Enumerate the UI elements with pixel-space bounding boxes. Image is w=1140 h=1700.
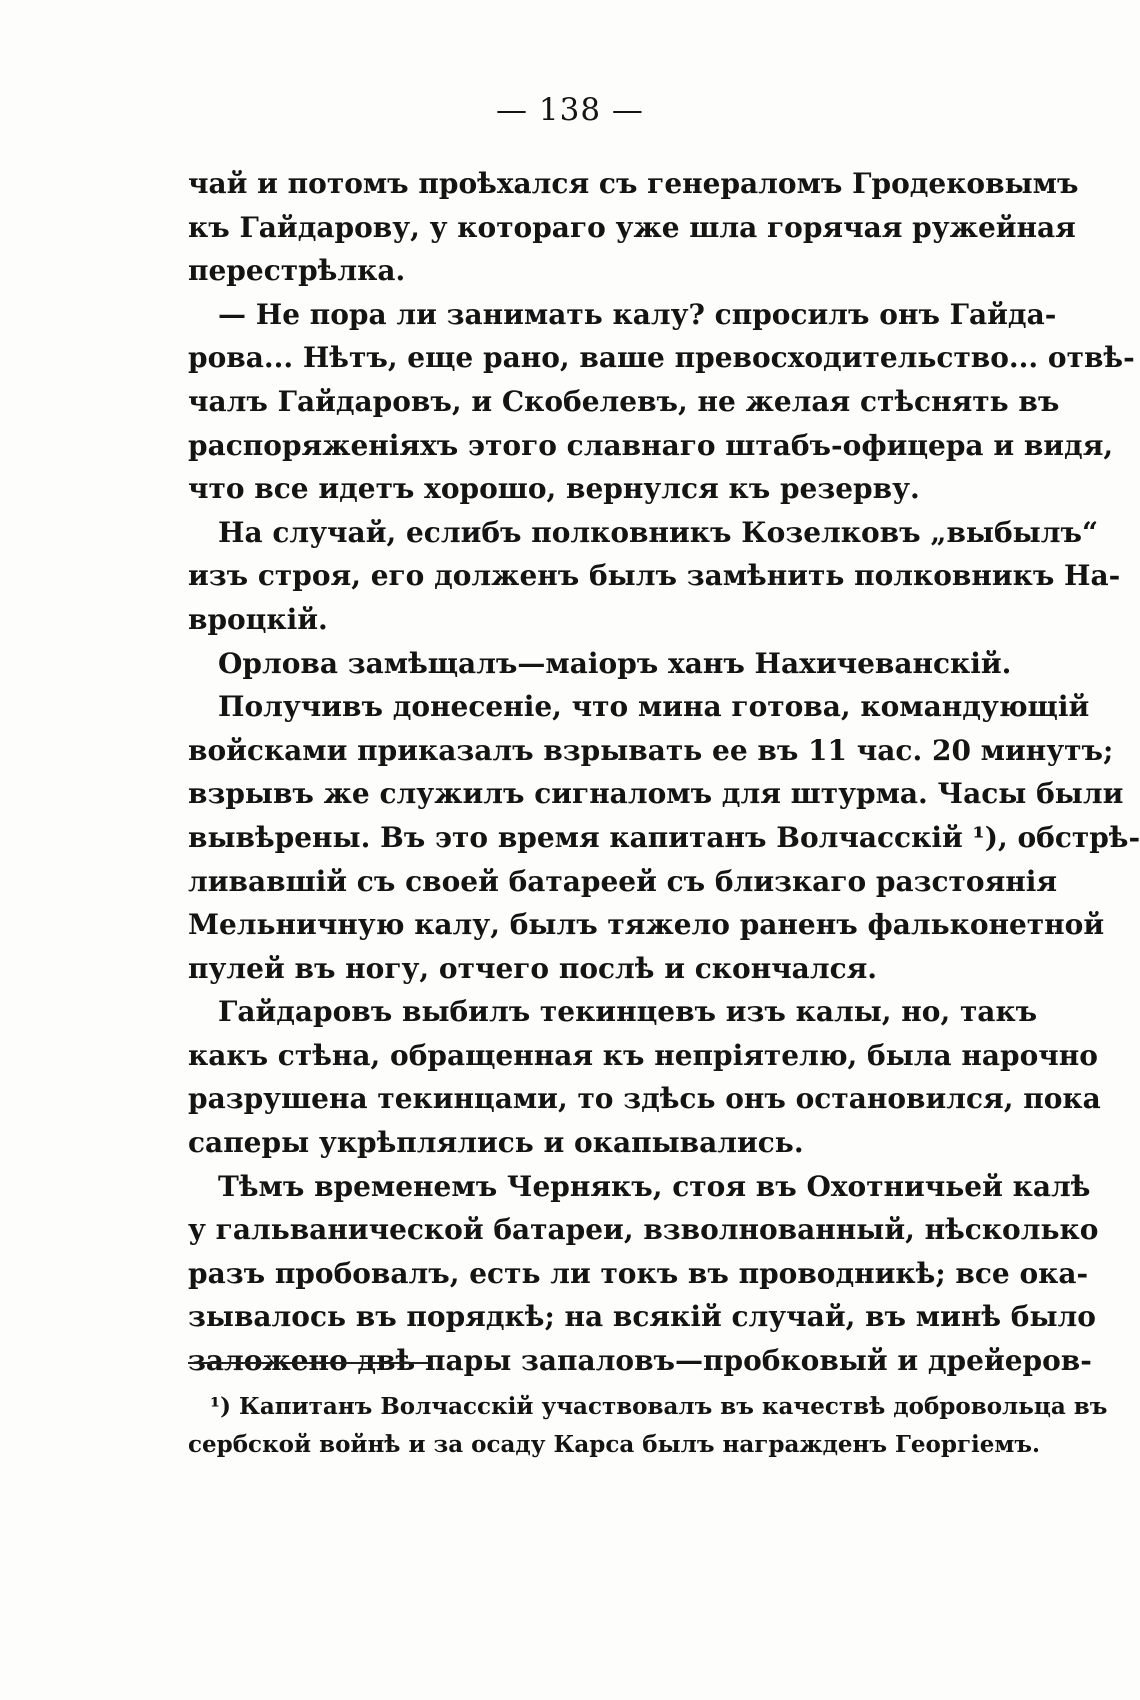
text-line: чалъ Гайдаровъ, и Скобелевъ, не желая стѣснять въ [188,384,1060,418]
text-line: пулей въ ногу, отчего послѣ и скончался. [188,951,878,985]
text-line: взрывъ же служилъ сигналомъ для штурма. Часы были [188,777,1124,811]
footnote-line: ¹) Капитанъ Волчасскій участвовалъ въ качествѣ добровольца въ [210,1393,1108,1420]
text-line: саперы укрѣплялись и окапывались. [188,1126,804,1160]
text-line: чай и потомъ проѣхался съ генераломъ Гродековымъ [188,167,1079,200]
text-line: заложено двѣ пары запаловъ—пробковый и дрейеров- [188,1344,1092,1378]
text-line: войсками приказалъ взрывать ее въ 11 час. 20 минутъ; [188,733,1114,767]
text-line: ливавшій съ своей батареей съ близкаго разстоянія [188,864,1058,898]
text-line: вывѣрены. Въ это время капитанъ Волчасскій ¹), обстрѣ- [188,820,1140,854]
text-line: На случай, еслибъ полковникъ Козелковъ „выбылъ“ [218,515,1099,549]
text-line: что все идетъ хорошо, вернулся къ резерву. [188,472,920,506]
footnote-line: сербской войнѣ и за осаду Карса былъ награжденъ Георгіемъ. [188,1431,1041,1458]
text-line: вроцкій. [188,602,328,636]
text-line: Орлова замѣщалъ—маіоръ ханъ Нахичеванскій. [218,646,1012,680]
text-line: распоряженіяхъ этого славнаго штабъ-офицера и видя, [188,428,1114,462]
text-line: изъ строя, его долженъ былъ замѣнить полковникъ На- [188,559,1121,593]
text-line: Мельничную калу, былъ тяжело раненъ фальконетной [188,908,1105,942]
text-line: къ Гайдарову, у котораго уже шла горячая ружейная [188,210,1076,244]
text-line: какъ стѣна, обращенная къ непріятелю, была нарочно [188,1038,1098,1072]
text-line: — Не пора ли занимать калу? спросилъ онъ Гайда- [218,297,1057,331]
text-line: у гальванической батареи, взволнованный, нѣсколько [188,1213,1099,1247]
footnotes [188,1388,1108,1464]
text-line: разрушена текинцами, то здѣсь онъ остановился, пока [188,1082,1101,1116]
text-line: разъ пробовалъ, есть ли токъ въ проводникѣ; все ока- [188,1256,1089,1290]
text-line: Гайдаровъ выбилъ текинцевъ изъ калы, но, такъ [218,995,1038,1029]
footnote-separator [188,1362,433,1364]
text-line: рова... Нѣтъ, еще рано, ваше превосходительство... отвѣ- [188,341,1135,375]
page-number: — 138 — [496,92,644,128]
text-line: перестрѣлка. [188,254,406,288]
text-line: Тѣмъ временемъ Чернякъ, стоя въ Охотничьей калѣ [218,1169,1091,1203]
text-line: Получивъ донесеніе, что мина готова, командующій [218,690,1090,724]
body-text [188,162,1140,1383]
text-line: зывалось въ порядкѣ; на всякій случай, въ минѣ было [188,1300,1096,1334]
